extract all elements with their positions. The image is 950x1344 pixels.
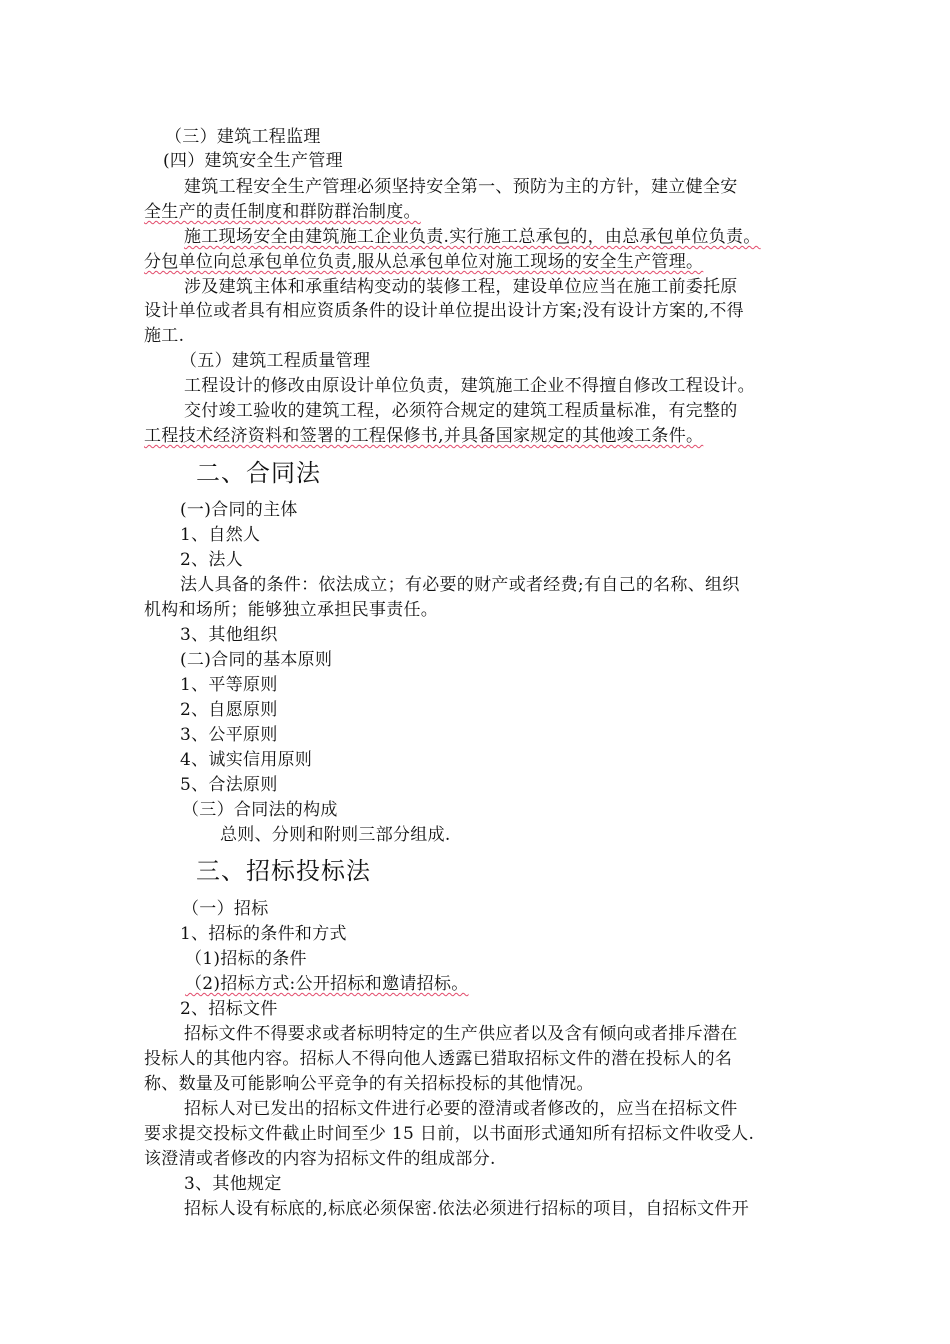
list-item: 4、诚实信用原则 bbox=[180, 750, 313, 770]
list-item: 1、平等原则 bbox=[180, 675, 278, 695]
paragraph-line: 交付竣工验收的建筑工程，必须符合规定的建筑工程质量标准，有完整的 bbox=[184, 401, 738, 421]
list-item: （1)招标的条件 bbox=[185, 949, 307, 969]
paragraph-line: 称、数量及可能影响公平竞争的有关招标投标的其他情况。 bbox=[144, 1074, 594, 1094]
list-item: 1、自然人 bbox=[180, 525, 261, 545]
paragraph-line: 招标文件不得要求或者标明特定的生产供应者以及含有倾向或者排斥潜在 bbox=[184, 1024, 738, 1044]
paragraph-line: 机构和场所；能够独立承担民事责任。 bbox=[144, 600, 439, 620]
list-item: 5、合法原则 bbox=[180, 775, 278, 795]
section-heading: (二)合同的基本原则 bbox=[180, 650, 333, 670]
paragraph-line: 招标人设有标底的,标底必须保密.依法必须进行招标的项目，自招标文件开 bbox=[184, 1199, 750, 1219]
paragraph-line: 投标人的其他内容。招标人不得向他人透露已猎取招标文件的潜在投标人的名 bbox=[144, 1049, 733, 1069]
section-heading: (一)合同的主体 bbox=[180, 500, 298, 520]
chapter-heading: 三、招标投标法 bbox=[196, 857, 371, 885]
chapter-heading: 二、合同法 bbox=[196, 459, 321, 487]
paragraph-line: 涉及建筑主体和承重结构变动的装修工程，建设单位应当在施工前委托原 bbox=[184, 277, 738, 297]
paragraph-line: 施工现场安全由建筑施工企业负责.实行施工总承包的，由总承包单位负责。 bbox=[184, 227, 761, 247]
paragraph-line: 总则、分则和附则三部分组成. bbox=[220, 825, 451, 845]
list-item: 3、其他规定 bbox=[184, 1174, 282, 1194]
list-item: 2、法人 bbox=[180, 550, 244, 570]
paragraph-line: 工程设计的修改由原设计单位负责，建筑施工企业不得擅自修改工程设计。 bbox=[184, 376, 755, 396]
section-heading: （三）合同法的构成 bbox=[182, 800, 338, 820]
paragraph-line: 法人具备的条件：依法成立；有必要的财产或者经费;有自己的名称、组织 bbox=[180, 575, 740, 595]
paragraph-line: 招标人对已发出的招标文件进行必要的澄清或者修改的，应当在招标文件 bbox=[184, 1099, 738, 1119]
paragraph-line: 施工. bbox=[144, 326, 185, 346]
paragraph-line: 设计单位或者具有相应资质条件的设计单位提出设计方案;没有设计方案的,不得 bbox=[144, 301, 744, 321]
paragraph-line: 该澄清或者修改的内容为招标文件的组成部分. bbox=[144, 1149, 496, 1169]
paragraph-line: 工程技术经济资料和签署的工程保修书,并具备国家规定的其他竣工条件。 bbox=[144, 426, 704, 446]
paragraph-line: 分包单位向总承包单位负责,服从总承包单位对施工现场的安全生产管理。 bbox=[144, 252, 704, 272]
section-heading: （五）建筑工程质量管理 bbox=[180, 351, 371, 371]
list-item: 3、其他组织 bbox=[180, 625, 278, 645]
list-item: 2、招标文件 bbox=[180, 999, 278, 1019]
paragraph-line: 建筑工程安全生产管理必须坚持安全第一、预防为主的方针，建立健全安 bbox=[184, 177, 738, 197]
list-item: 3、公平原则 bbox=[180, 725, 278, 745]
section-heading: （一）招标 bbox=[182, 899, 269, 919]
section-heading: （三）建筑工程监理 bbox=[165, 127, 321, 147]
paragraph-line: 要求提交投标文件截止时间至少 15 日前，以书面形式通知所有招标文件收受人. bbox=[144, 1124, 755, 1144]
list-item: 2、自愿原则 bbox=[180, 700, 278, 720]
paragraph-line: 全生产的责任制度和群防群治制度。 bbox=[144, 202, 421, 222]
section-heading: (四）建筑安全生产管理 bbox=[163, 151, 343, 171]
list-item: （2)招标方式:公开招标和邀请招标。 bbox=[185, 974, 469, 994]
list-item: 1、招标的条件和方式 bbox=[180, 924, 347, 944]
